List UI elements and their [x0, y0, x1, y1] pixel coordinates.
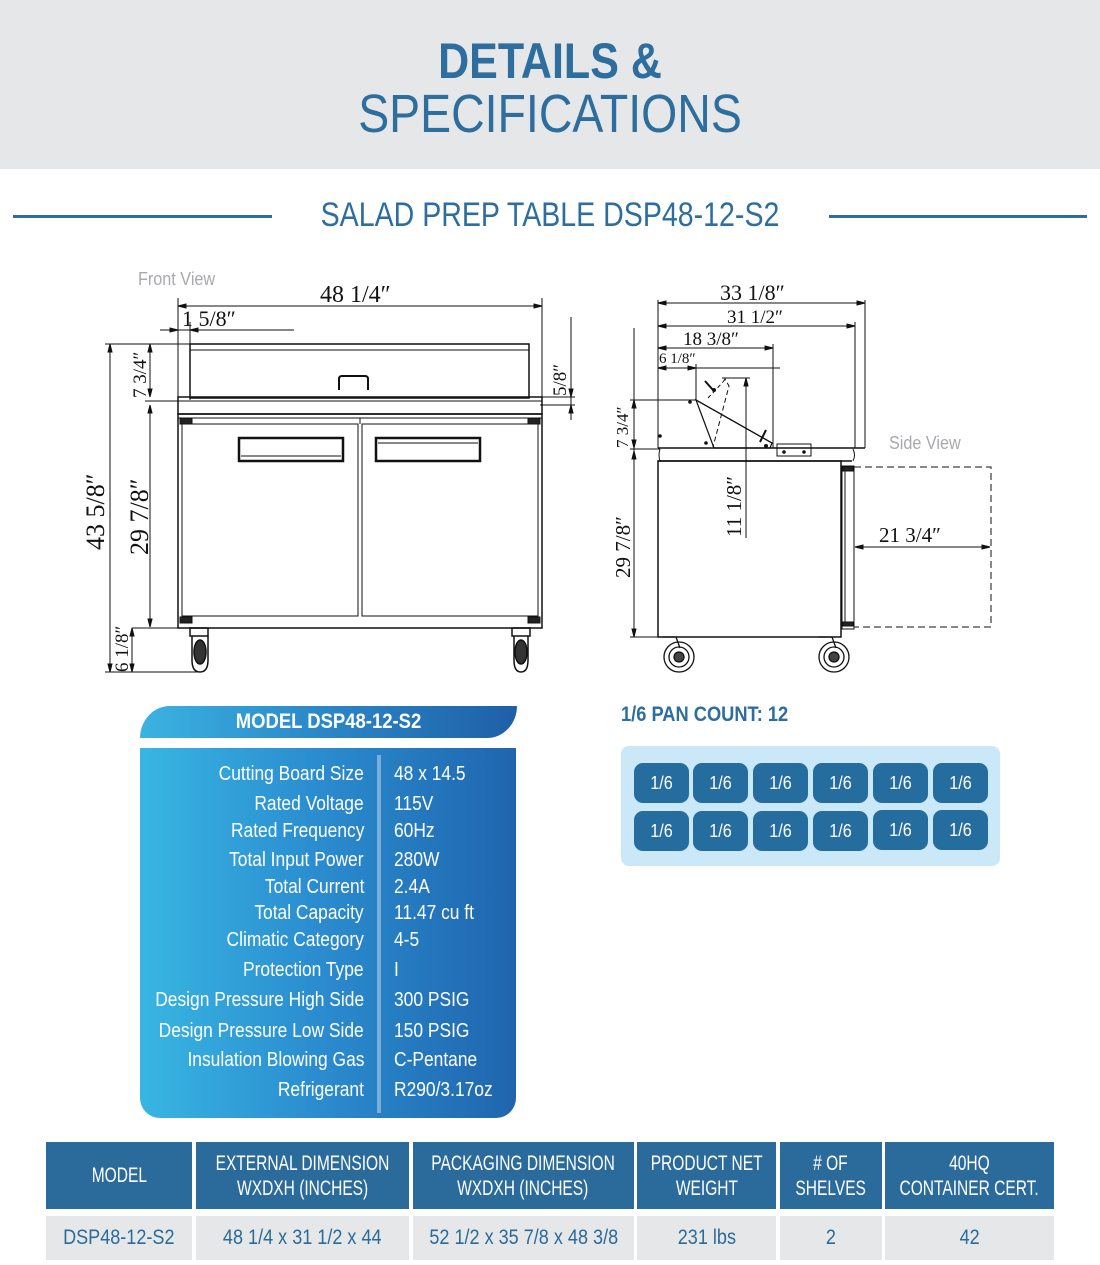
- table-header-packaging-dimension: PACKAGING DIMENSION WXDXH (INCHES): [413, 1142, 634, 1209]
- spec-value: 2.4A: [394, 876, 430, 898]
- dim-lid-open-height: 11 1/8″: [722, 475, 746, 537]
- pan-item: 1/6: [753, 811, 808, 851]
- table-header-net-weight: PRODUCT NET WEIGHT: [637, 1142, 776, 1209]
- spec-row: [140, 959, 516, 985]
- spec-row: [140, 902, 516, 928]
- spec-row: [140, 1020, 516, 1046]
- spec-label: Climatic Category: [226, 929, 364, 951]
- spec-row: [140, 793, 516, 819]
- pan-item: 1/6: [933, 763, 988, 803]
- pan-item: 1/6: [693, 811, 748, 851]
- pan-item: 1/6: [933, 810, 988, 850]
- spec-label: Rated Voltage: [254, 793, 364, 815]
- spec-label: Cutting Board Size: [218, 763, 364, 785]
- spec-label: Refrigerant: [277, 1079, 364, 1101]
- dim-side-cabinet-height: 29 7/8″: [611, 516, 635, 578]
- spec-value: 280W: [394, 849, 440, 871]
- spec-value: 115V: [394, 793, 434, 815]
- table-cell-packaging-dimension: 52 1/2 x 35 7/8 x 48 3/8: [413, 1216, 634, 1260]
- spec-value: R290/3.17oz: [394, 1079, 493, 1101]
- dim-overall-depth: 33 1/8″: [720, 280, 785, 305]
- spec-row: [140, 763, 516, 789]
- dim-overall-width: 48 1/4″: [320, 282, 391, 308]
- front-view-label: Front View: [138, 269, 216, 289]
- side-view-label: Side View: [889, 433, 961, 453]
- spec-label: Total Input Power: [229, 849, 364, 871]
- dim-lid-depth: 18 3/8″: [683, 329, 739, 350]
- spec-label: Total Capacity: [254, 902, 364, 924]
- spec-label: Design Pressure Low Side: [158, 1020, 364, 1042]
- pan-item: 1/6: [813, 811, 868, 851]
- table-header-external-dimension: EXTERNAL DIMENSION WXDXH (INCHES): [196, 1142, 409, 1209]
- pan-item: 1/6: [634, 811, 689, 851]
- spec-value: C-Pentane: [394, 1049, 478, 1071]
- dim-lid-offset: 6 1/8″: [659, 351, 696, 367]
- spec-label: Rated Frequency: [230, 820, 364, 842]
- spec-value: 4-5: [394, 929, 420, 951]
- dim-board-thickness: 5/8″: [550, 363, 571, 396]
- pan-count-title: 1/6 PAN COUNT: 12: [621, 703, 789, 726]
- spec-value: 48 x 14.5: [394, 763, 466, 785]
- page-title-line2: SPECIFICATIONS: [358, 84, 742, 144]
- dim-caster-height: 6 1/8″: [112, 625, 133, 672]
- spec-value: 11.47 cu ft: [394, 902, 474, 924]
- pan-item: 1/6: [813, 763, 868, 803]
- table-header-shelves: # OF SHELVES: [780, 1142, 882, 1209]
- spec-value: I: [394, 959, 399, 981]
- dim-cabinet-height: 29 7/8″: [125, 478, 154, 555]
- table-header-model: MODEL: [46, 1142, 192, 1209]
- dim-overall-height: 43 5/8″: [81, 473, 110, 550]
- spec-row: [140, 1049, 516, 1075]
- spec-card-header: [140, 706, 517, 738]
- page-title-line1: DETAILS &: [438, 33, 662, 89]
- spec-row: [140, 876, 516, 902]
- spec-row: [140, 989, 516, 1015]
- dim-side-lid-height: 7 3/4″: [613, 406, 632, 448]
- pan-item: 1/6: [634, 763, 689, 803]
- dim-top-offset: 1 5/8″: [182, 306, 236, 331]
- table-cell-model: DSP48-12-S2: [46, 1216, 192, 1260]
- spec-card-title: MODEL DSP48-12-S2: [235, 710, 422, 733]
- dim-cabinet-depth: 31 1/2″: [727, 307, 783, 328]
- dim-door-swing: 21 3/4″: [879, 523, 941, 547]
- table-cell-container-cert: 42: [885, 1216, 1054, 1260]
- spec-label: Total Current: [264, 876, 364, 898]
- pan-item: 1/6: [693, 763, 748, 803]
- spec-value: 150 PSIG: [394, 1020, 470, 1042]
- spec-value: 300 PSIG: [394, 989, 470, 1011]
- spec-label: Insulation Blowing Gas: [186, 1049, 364, 1071]
- spec-label: Design Pressure High Side: [155, 989, 364, 1011]
- spec-row: [140, 1079, 516, 1105]
- spec-row: [140, 820, 516, 846]
- spec-row: [140, 849, 516, 875]
- table-header-container-cert: 40HQ CONTAINER CERT.: [885, 1142, 1054, 1209]
- pan-item: 1/6: [873, 810, 928, 850]
- section-title: SALAD PREP TABLE DSP48-12-S2: [320, 196, 780, 234]
- spec-row: [140, 929, 516, 955]
- spec-label: Protection Type: [243, 959, 364, 981]
- pan-item: 1/6: [873, 763, 928, 803]
- pan-item: 1/6: [753, 763, 808, 803]
- table-cell-external-dimension: 48 1/4 x 31 1/2 x 44: [196, 1216, 409, 1260]
- table-cell-shelves: 2: [780, 1216, 882, 1260]
- dim-lid-height: 7 3/4″: [130, 351, 151, 398]
- spec-value: 60Hz: [394, 820, 435, 842]
- table-cell-net-weight: 231 lbs: [637, 1216, 776, 1260]
